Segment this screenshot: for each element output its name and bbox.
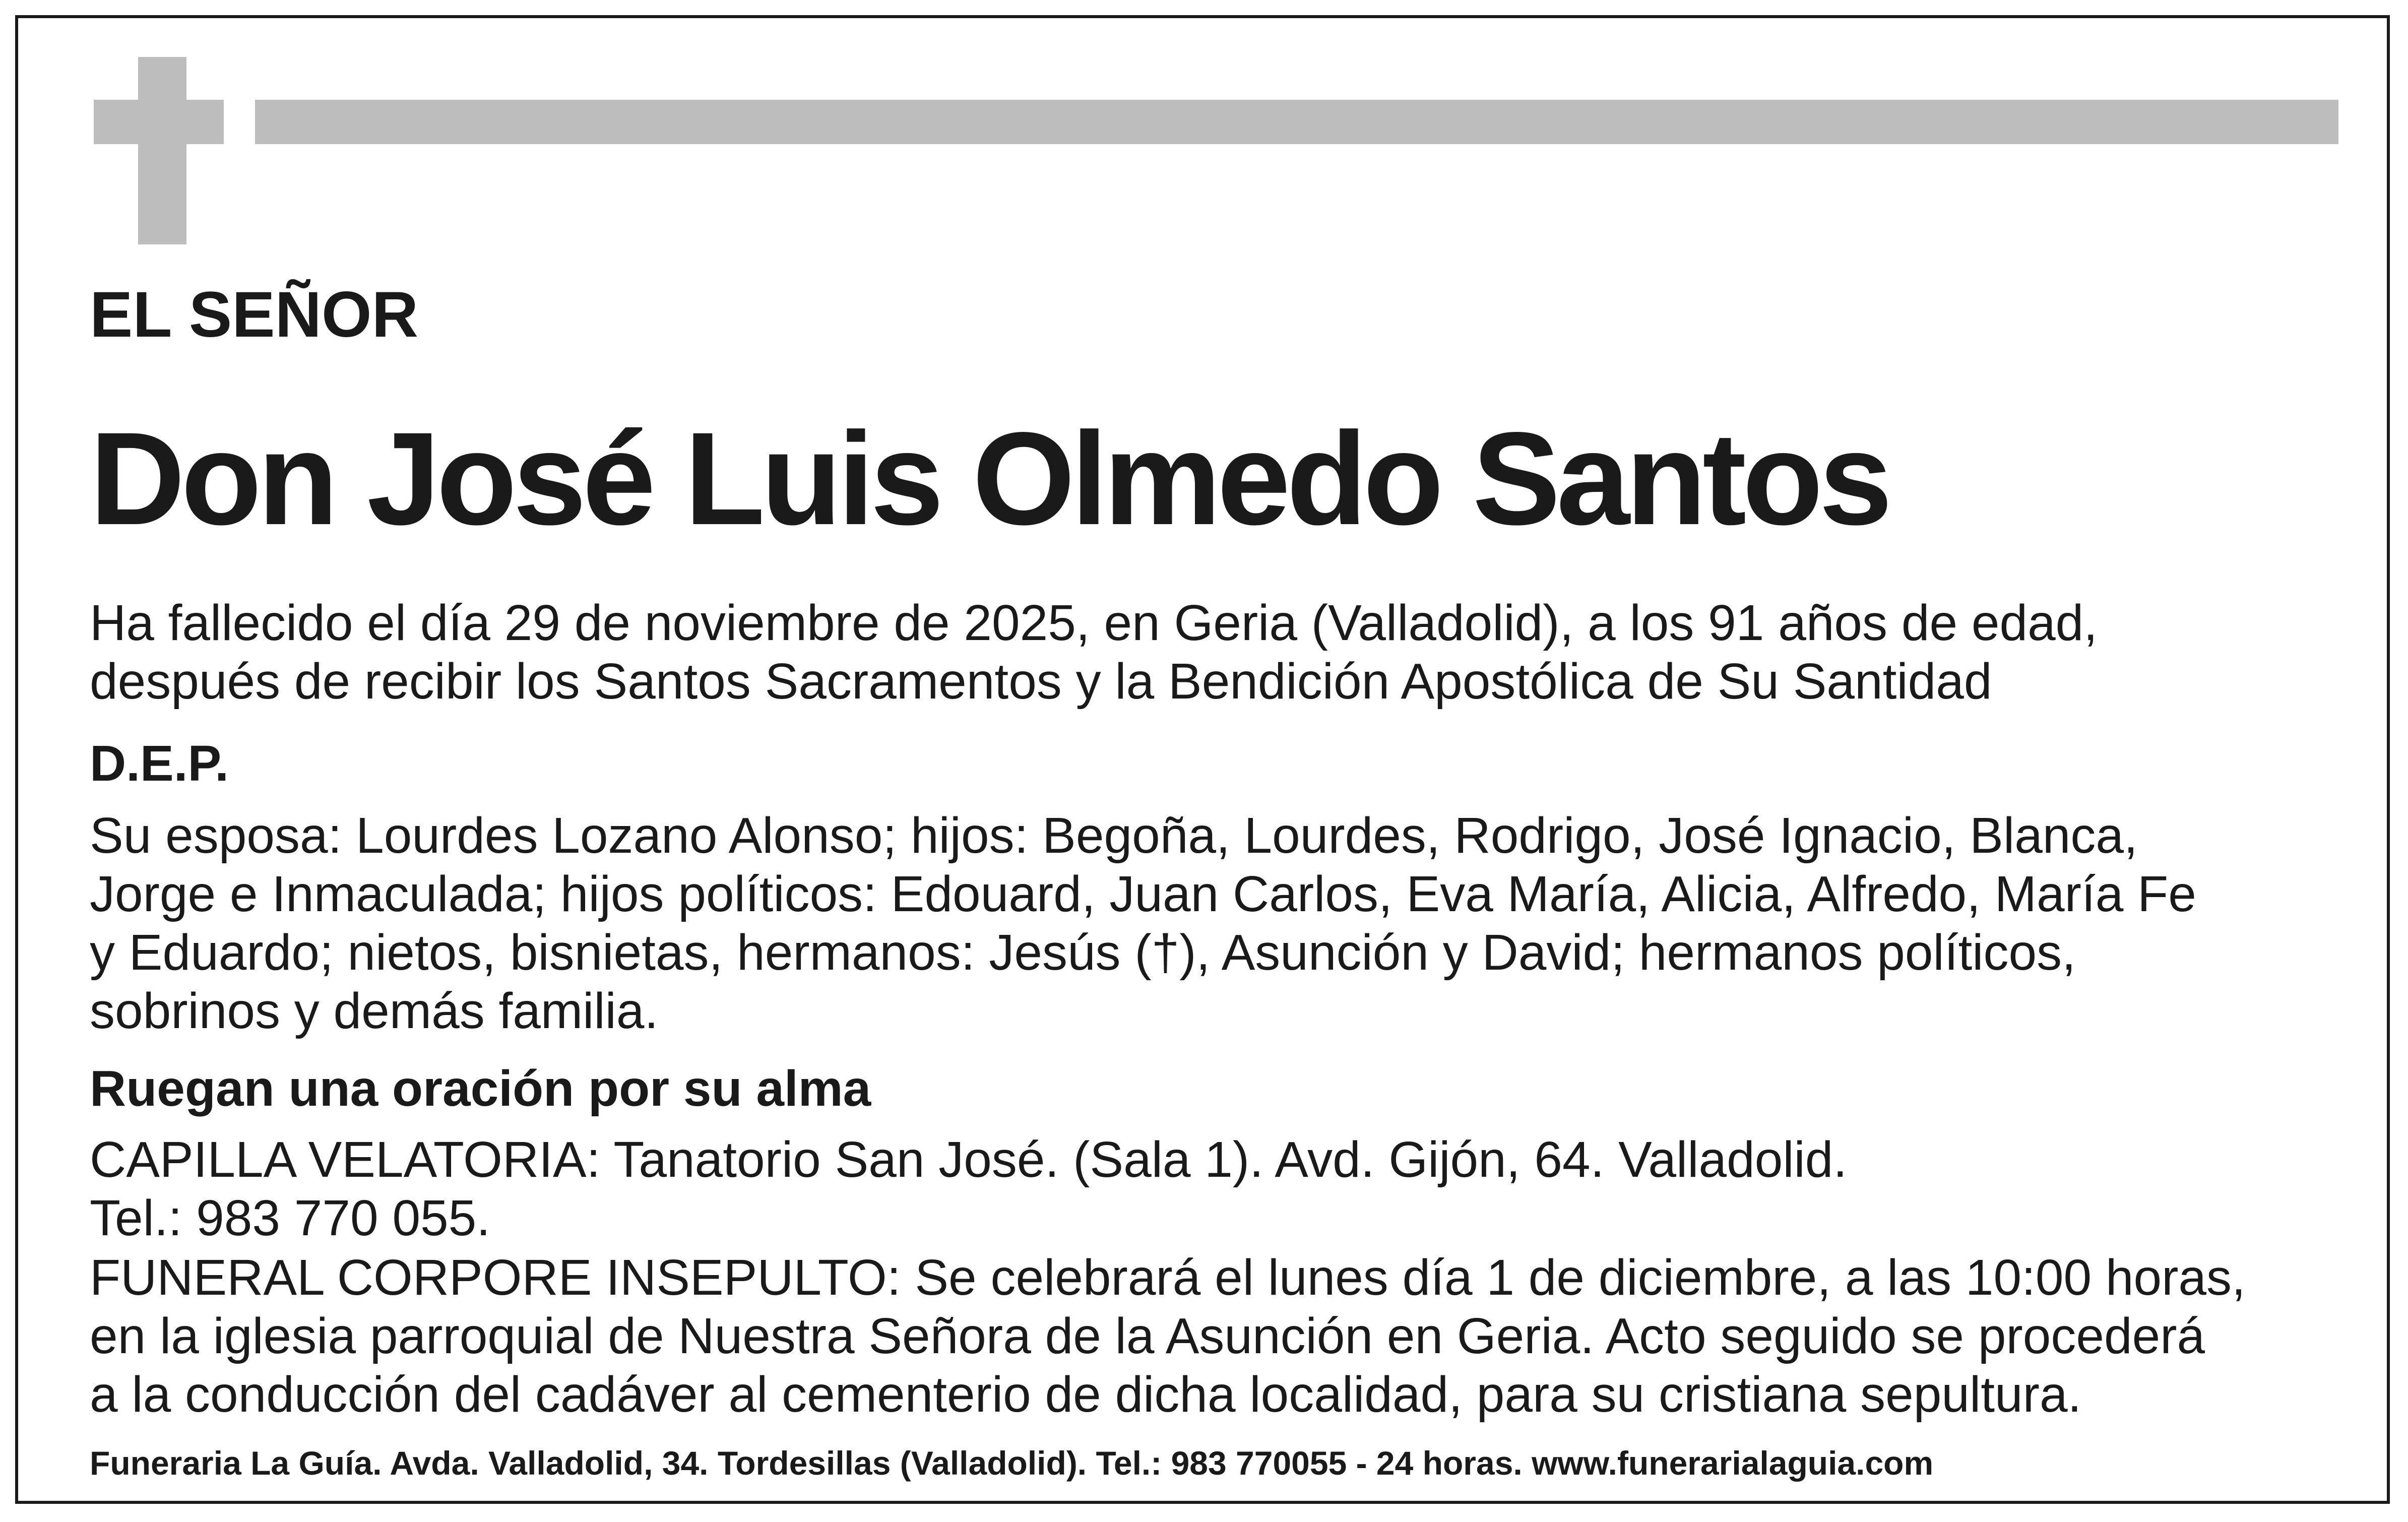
funeral-line: en la iglesia parroquial de Nuestra Señora de la Asunción en Geria. Acto seguido se procederá: [90, 1308, 2205, 1364]
funeral-line: a la conducción del cadáver al cementerio de dicha localidad, para su cristiana sepultura.: [90, 1366, 2082, 1423]
family-line: sobrinos y demás familia.: [90, 983, 659, 1039]
family-list: [90, 806, 2196, 1040]
cross-icon: [138, 57, 186, 244]
family-line: y Eduardo; nietos, bisnietas, hermanos: Jesús (†), Asunción y David; hermanos políticos,: [90, 924, 2076, 981]
dep-label: D.E.P.: [90, 735, 229, 792]
title-label: EL SEÑOR: [90, 279, 418, 351]
deceased-name: Don José Luis Olmedo Santos: [90, 405, 1889, 552]
death-line: Ha fallecido el día 29 de noviembre de 2025, en Geria (Valladolid), a los 91 años de edad,: [90, 595, 2098, 651]
cross-icon-arm: [94, 100, 224, 144]
family-line: Su esposa: Lourdes Lozano Alonso; hijos: Begoña, Lourdes, Rodrigo, José Ignacio, Blanca,: [90, 807, 2138, 864]
chapel-line: CAPILLA VELATORIA: Tanatorio San José. (Sala 1). Avd. Gijón, 64. Valladolid.: [90, 1131, 1848, 1188]
chapel-info: [90, 1130, 1847, 1247]
funeral-line: FUNERAL CORPORE INSEPULTO: Se celebrará el lunes día 1 de diciembre, a las 10:00 horas,: [90, 1249, 2246, 1306]
family-line: Jorge e Inmaculada; hijos políticos: Edouard, Juan Carlos, Eva María, Alicia, Alfredo, María Fe: [90, 866, 2196, 922]
death-line: después de recibir los Santos Sacramentos y la Bendición Apostólica de Su Santidad: [90, 653, 1992, 710]
death-announcement: [90, 594, 2098, 711]
prayer-request: Ruegan una oración por su alma: [90, 1060, 871, 1117]
funeral-home-footer: Funeraria La Guía. Avda. Valladolid, 34. Tordesillas (Valladolid). Tel.: 983 770055 - 24 horas. www.funerarialaguia.com: [90, 1444, 1934, 1482]
header-bar: [255, 100, 2338, 144]
funeral-info: [90, 1248, 2246, 1424]
chapel-phone: Tel.: 983 770 055.: [90, 1190, 491, 1246]
